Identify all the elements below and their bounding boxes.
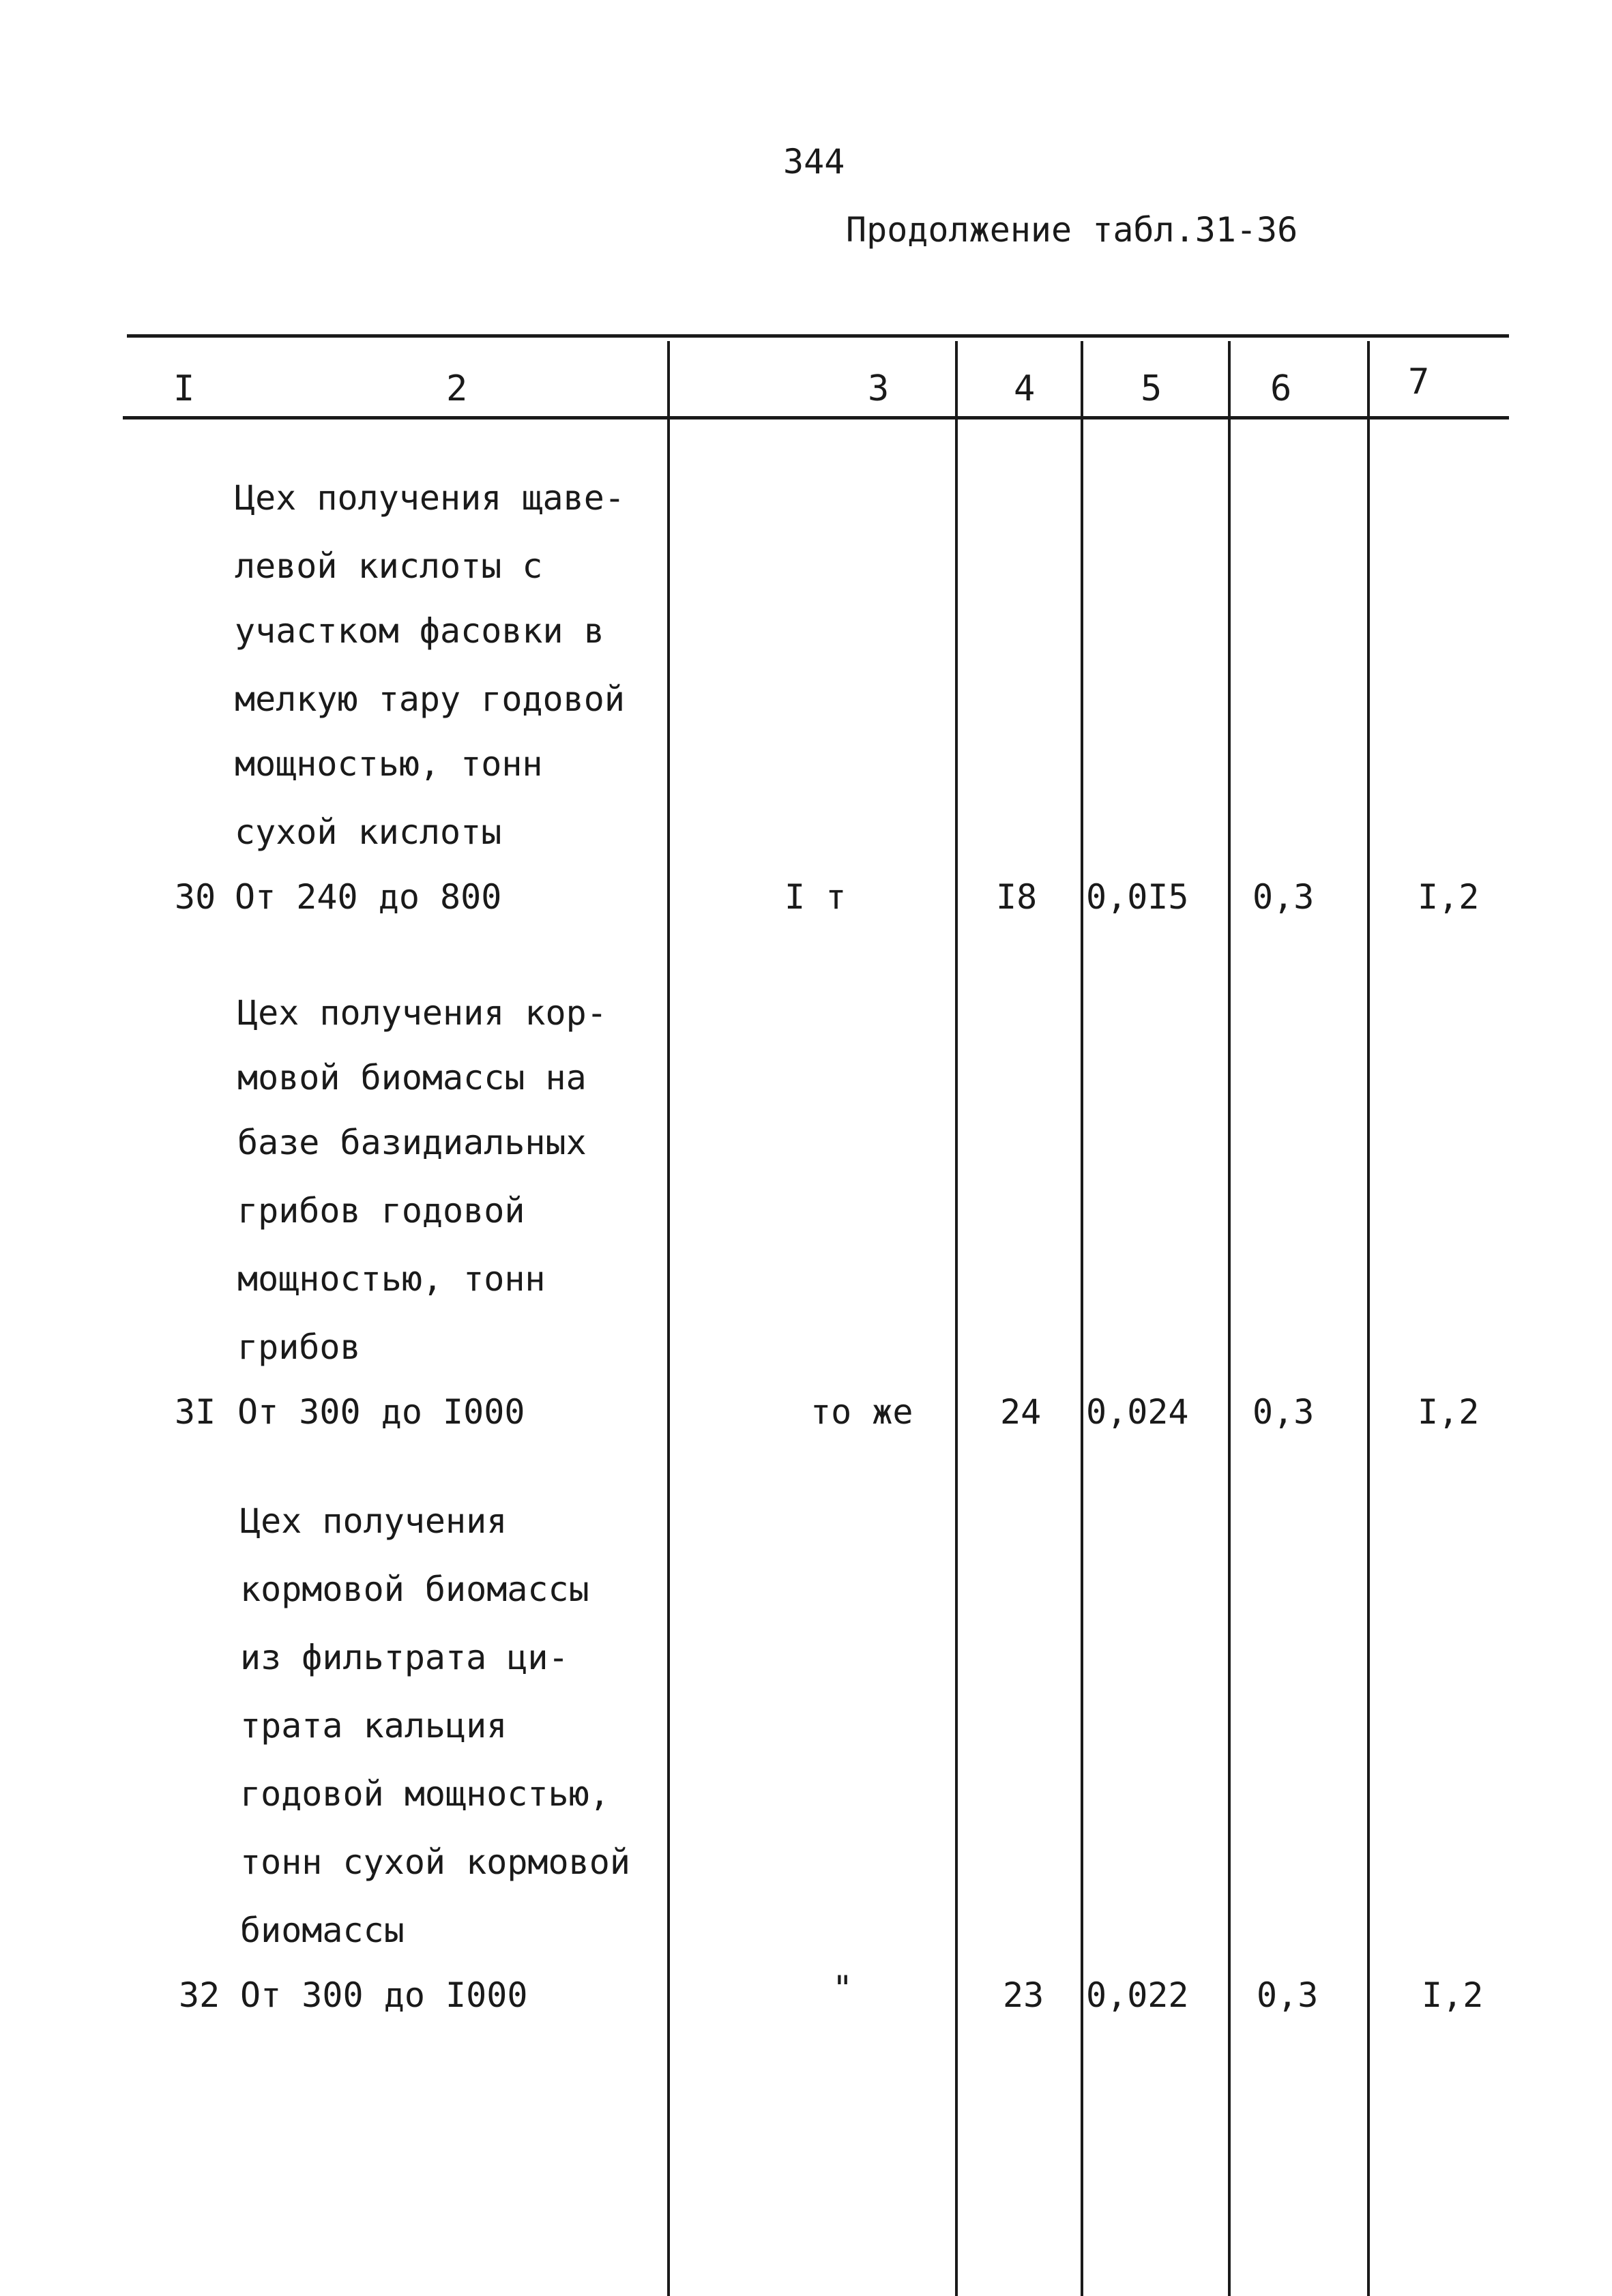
description-line: мовой биомассы на bbox=[237, 1058, 587, 1098]
table-top-rule bbox=[127, 334, 1509, 338]
header-col-2: 2 bbox=[446, 368, 468, 409]
col-5-value: 0,022 bbox=[1086, 1975, 1189, 2015]
unit-cell: то же bbox=[810, 1392, 913, 1432]
column-divider-4-5 bbox=[1081, 341, 1083, 2296]
description-line: из фильтрата ци- bbox=[240, 1638, 569, 1677]
description-line: Цех получения кор- bbox=[237, 993, 607, 1033]
column-divider-5-6 bbox=[1228, 341, 1231, 2296]
header-col-4: 4 bbox=[1014, 368, 1036, 409]
unit-cell: " bbox=[832, 1969, 853, 2008]
description-line: мелкую тару годовой bbox=[235, 679, 625, 719]
header-col-1: I bbox=[173, 368, 195, 409]
capacity-range: От 300 до I000 bbox=[240, 1975, 528, 2015]
col-4-value: 23 bbox=[1003, 1975, 1044, 2015]
capacity-range: От 300 до I000 bbox=[237, 1392, 525, 1432]
description-line: базе базидиальных bbox=[237, 1123, 587, 1162]
page-number: 344 bbox=[783, 142, 845, 181]
col-5-value: 0,024 bbox=[1086, 1392, 1189, 1432]
description-line: сухой кислоты bbox=[235, 812, 502, 852]
header-col-3: 3 bbox=[868, 368, 890, 409]
description-line: левой кислоты с bbox=[235, 546, 543, 586]
description-line: грибов bbox=[237, 1327, 361, 1367]
row-number: 32 bbox=[179, 1975, 220, 2015]
col-6-value: 0,3 bbox=[1252, 877, 1315, 917]
col-7-value: I,2 bbox=[1422, 1975, 1484, 2015]
description-line: тонн сухой кормовой bbox=[240, 1842, 630, 1882]
description-line: годовой мощностью, bbox=[240, 1774, 610, 1814]
capacity-range: От 240 до 800 bbox=[235, 877, 502, 917]
description-line: грибов годовой bbox=[237, 1191, 525, 1231]
description-line: мощностью, тонн bbox=[237, 1259, 546, 1299]
column-divider-3-4 bbox=[955, 341, 958, 2296]
description-line: мощностью, тонн bbox=[235, 744, 543, 784]
description-line: трата кальция bbox=[240, 1706, 508, 1746]
row-number: 30 bbox=[175, 877, 216, 917]
header-col-7: 7 bbox=[1408, 362, 1430, 402]
description-line: кормовой биомассы bbox=[240, 1570, 589, 1609]
header-col-5: 5 bbox=[1141, 368, 1162, 409]
col-4-value: 24 bbox=[1000, 1392, 1042, 1432]
row-number: 3I bbox=[175, 1392, 216, 1432]
col-7-value: I,2 bbox=[1418, 877, 1480, 917]
description-line: участком фасовки в bbox=[235, 611, 604, 651]
description-line: Цех получения щаве- bbox=[235, 478, 625, 518]
table-header-rule bbox=[123, 416, 1509, 420]
unit-cell: I т bbox=[785, 877, 847, 917]
col-6-value: 0,3 bbox=[1257, 1975, 1319, 2015]
header-col-6: 6 bbox=[1270, 368, 1292, 409]
column-divider-2-3 bbox=[667, 341, 670, 2296]
col-4-value: I8 bbox=[996, 877, 1038, 917]
col-6-value: 0,3 bbox=[1252, 1392, 1315, 1432]
table-caption: Продолжение табл.31-36 bbox=[846, 210, 1298, 250]
col-7-value: I,2 bbox=[1418, 1392, 1480, 1432]
column-divider-6-7 bbox=[1367, 341, 1370, 2296]
description-line: биомассы bbox=[240, 1911, 405, 1950]
col-5-value: 0,0I5 bbox=[1086, 877, 1189, 917]
description-line: Цех получения bbox=[240, 1501, 508, 1541]
